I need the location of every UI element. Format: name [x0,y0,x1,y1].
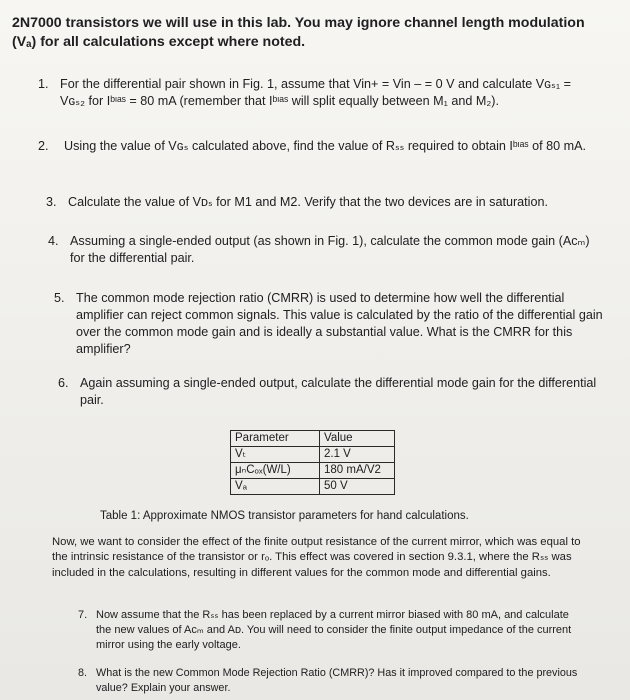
question-5 [54,290,604,358]
table-cell: μₙCₒₓ(W/L) [231,463,320,479]
question-text: Using the value of Vɢₛ calculated above, find the value of Rₛₛ required to obtain Iᵇᶦᵃˢ of 80 mA. [64,139,586,153]
question-number: 4. [48,234,59,248]
table-row [231,479,395,495]
question-2 [38,138,608,155]
question-6 [58,375,598,409]
question-number: 7. [78,609,88,621]
table-row [231,463,395,479]
question-text: Assuming a single-ended output (as shown in Fig. 1), calculate the common mode gain (Aᴄₘ) for the differential pair. [70,234,590,265]
question-text: For the differential pair shown in Fig. 1, assume that Vin+ = Vin – = 0 V and calculate Vɢₛ₁ = Vɢₛ₂ for Iᵇᶦᵃˢ = 80 mA (remember that Iᵇᶦᵃˢ will split equally between M₁ and M₂). [60,77,571,108]
body-paragraph: Now, we want to consider the effect of the finite output resistance of the current mirror, which was equal to the intrinsic resistance of the transistor or rₒ. This effect was covered in section 9.3.1, where the Rₛₛ was included in the calculations, resulting in different values for the common mode and differential gains. [52,536,581,579]
table-row [231,447,395,463]
question-text: Again assuming a single-ended output, calculate the differential mode gain for the differential pair. [80,376,597,407]
question-number: 5. [54,291,65,305]
table-header-cell: Value [320,431,395,447]
question-4 [48,233,604,267]
question-3 [46,194,606,211]
question-number: 6. [58,376,69,390]
question-number: 3. [46,195,57,209]
table-caption: Table 1: Approximate NMOS transistor parameters for hand calculations. [100,510,469,522]
table-cell: Vₐ [231,479,320,495]
question-text: Calculate the value of Vᴅₛ for M1 and M2. Verify that the two devices are in saturation. [68,195,548,209]
question-number: 1. [38,77,49,91]
parameter-table [230,430,395,495]
question-7 [78,608,583,653]
table-cell: 2.1 V [320,447,395,463]
table-header-row [231,431,395,447]
table-header-cell: Parameter [231,431,320,447]
question-text: The common mode rejection ratio (CMRR) is used to determine how well the differential amplifier can reject common signals. This value is calculated by the ratio of the differential gain over the common mode gain and is ideally a substantial value. What is the CMRR for this amplifier? [76,291,603,356]
question-8 [78,666,583,695]
table-cell: 50 V [320,479,395,495]
question-1 [38,76,598,110]
question-text: Now assume that the Rₛₛ has been replaced by a current mirror biased with 80 mA, and calculate the new values of Aᴄₘ and Aᴅ. You will need to consider the finite output impedance of the current mirror using the early voltage. [96,609,572,651]
question-number: 8. [78,667,88,679]
question-text: What is the new Common Mode Rejection Ratio (CMRR)? Has it improved compared to the previous value? Explain your answer. [96,667,578,694]
question-number: 2. [38,139,49,153]
table-cell: Vₜ [231,447,320,463]
intro-text: 2N7000 transistors we will use in this lab. You may ignore channel length modulation (Vₐ) for all calculations except where noted. [12,15,585,50]
table-cell: 180 mA/V2 [320,463,395,479]
